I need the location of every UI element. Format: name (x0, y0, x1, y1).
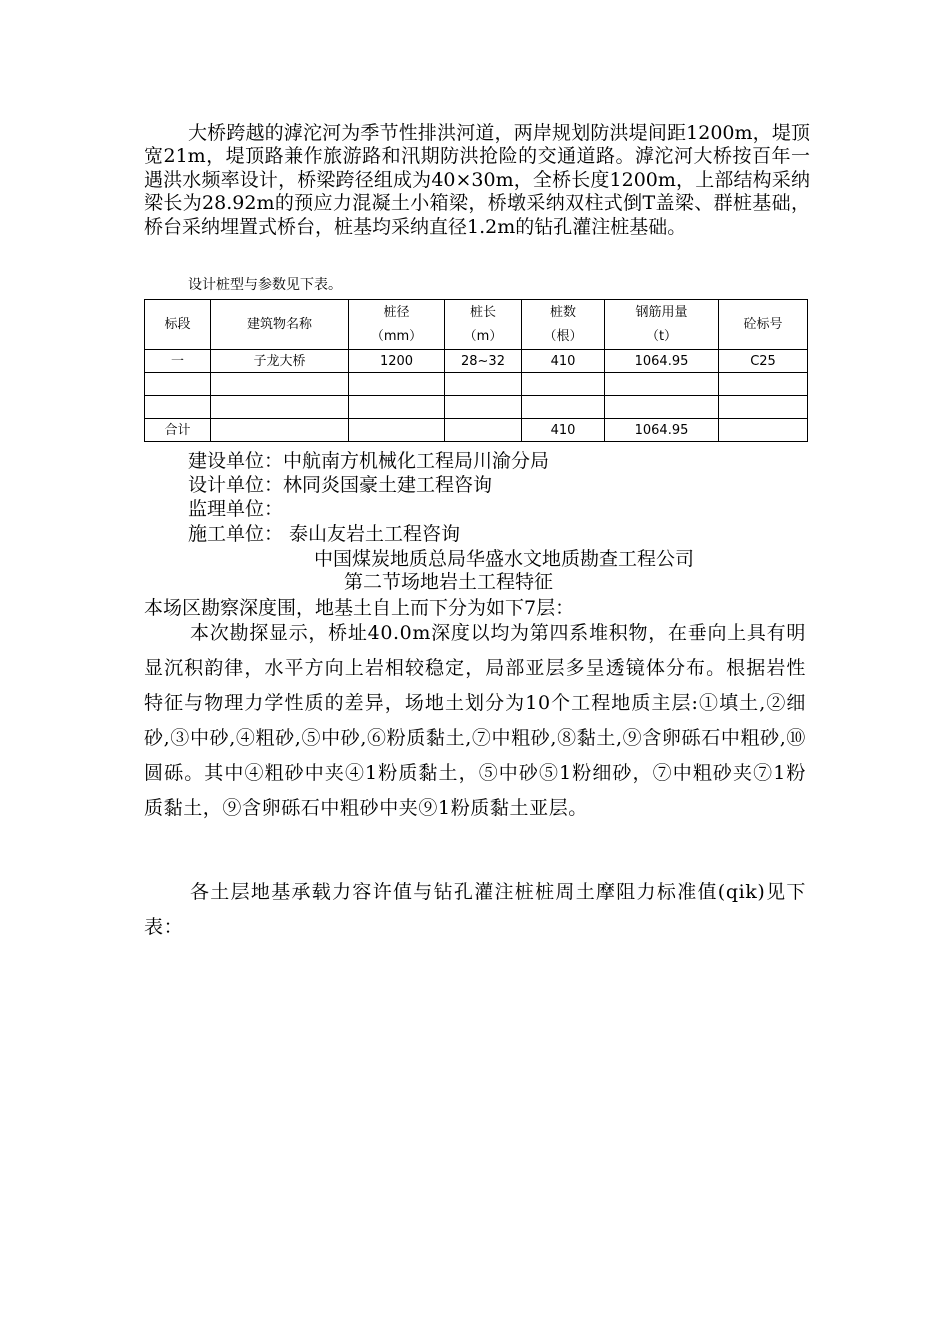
pile-spec-table (144, 299, 808, 442)
header-diameter: 桩径 （mm） (349, 300, 445, 350)
capacity-paragraph-text: 各土层地基承载力容许值与钻孔灌注桩桩周土摩阻力标准值(qik)见下表： (144, 881, 806, 938)
table-caption: 设计桩型与参数见下表。 (188, 277, 342, 293)
builder-unit-2: 中国煤炭地质总局华盛水文地质勘查工程公司 (314, 548, 695, 570)
capacity-paragraph (144, 875, 806, 945)
total-label: 合计 (145, 419, 211, 442)
header-count: 桩数 （根） (522, 300, 605, 350)
builder-unit: 施工单位： 泰山友岩土工程咨询 (188, 523, 461, 545)
intro-paragraph (144, 122, 810, 239)
table-header-row (145, 300, 808, 350)
survey-paragraph-text: 本次勘探显示，桥址40.0m深度以均为第四系堆积物，在垂向上具有明显沉积韵律，水平方向上岩相较稳定，局部亚层多呈透镜体分布。根据岩性特征与物理力学性质的差异，场地土划分为10个工程地质主层:①填土,②细砂,③中砂,④粗砂,⑤中砂,⑥粉质黏土,⑦中粗砂,⑧黏土,⑨含卵砾石中粗砂,⑩圆砾。其中④粗砂中夹④1粉质黏土，⑤中砂⑤1粉细砂，⑦中粗砂夹⑦1粉质黏土，⑨含卵砾石中粗砂中夹⑨1粉质黏土亚层。 (144, 622, 806, 819)
construction-unit: 建设单位：中航南方机械化工程局川渝分局 (188, 450, 550, 472)
header-length: 桩长 （m） (445, 300, 522, 350)
table-row-empty (145, 373, 808, 396)
cell-count: 410 (522, 350, 605, 373)
cell-steel: 1064.95 (605, 350, 719, 373)
section-title: 第二节场地岩土工程特征 (344, 571, 554, 593)
table-row-empty (145, 396, 808, 419)
survey-paragraph (144, 616, 806, 826)
cell-concrete: C25 (719, 350, 808, 373)
cell-diameter: 1200 (349, 350, 445, 373)
table-total-row (145, 419, 808, 442)
total-steel: 1064.95 (605, 419, 719, 442)
total-count: 410 (522, 419, 605, 442)
cell-building: 子龙大桥 (211, 350, 349, 373)
table-row (145, 350, 808, 373)
header-steel: 钢筋用量 （t） (605, 300, 719, 350)
header-concrete: 砼标号 (719, 300, 808, 350)
survey-intro: 本场区勘察深度围，地基土自上而下分为如下7层： (144, 597, 575, 619)
supervision-unit: 监理单位： (188, 498, 284, 520)
header-section: 标段 (145, 300, 211, 350)
cell-section: 一 (145, 350, 211, 373)
intro-paragraph-text: 大桥跨越的滹沱河为季节性排洪河道，两岸规划防洪堤间距1200m，堤顶宽21m，堤顶路兼作旅游路和汛期防洪抢险的交通道路。滹沱河大桥按百年一遇洪水频率设计，桥梁跨径组成为40×30m，全桥长度1200m，上部结构采纳梁长为28.92m的预应力混凝土小箱梁，桥墩采纳双柱式倒T盖梁、群桩基础，桥台采纳埋置式桥台，桩基均采纳直径1.2m的钻孔灌注桩基础。 (144, 122, 810, 238)
design-unit: 设计单位：林同炎国豪土建工程咨询 (188, 474, 493, 496)
header-building: 建筑物名称 (211, 300, 349, 350)
cell-length: 28~32 (445, 350, 522, 373)
